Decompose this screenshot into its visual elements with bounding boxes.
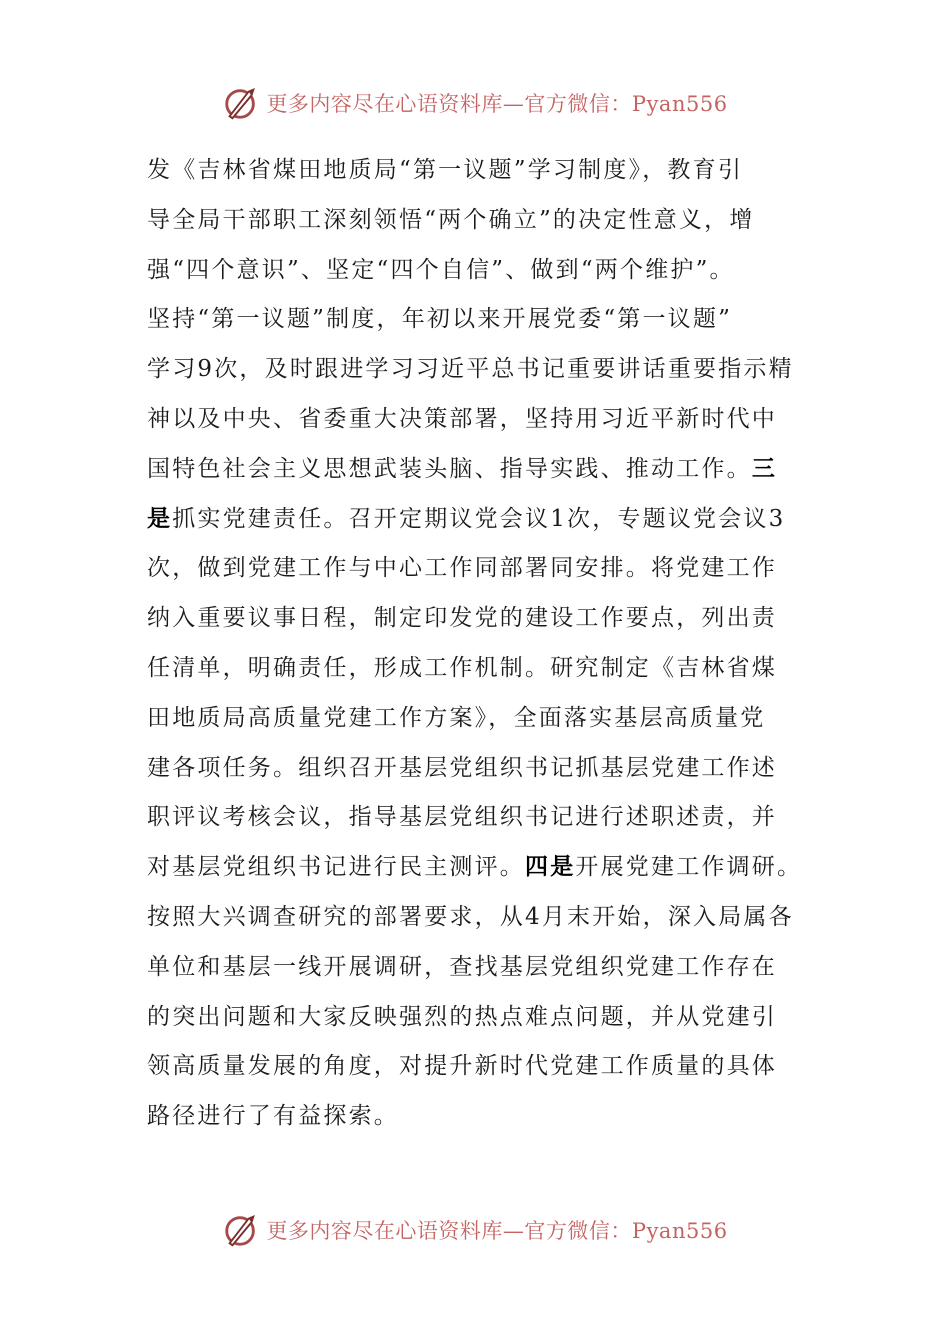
text-line: 建各项任务。组织召开基层党组织书记抓基层党建工作述 (147, 754, 777, 781)
text-line: 任清单，明确责任，形成工作机制。研究制定《吉林省煤 (147, 654, 777, 681)
text-span: 抓实党建责任。召开定期议党会议1次，专题议党会议3 (172, 505, 786, 532)
header-watermark (0, 83, 950, 123)
text-span: 对基层党组织书记进行民主测评。 (147, 854, 525, 881)
text-line: 次，做到党建工作与中心工作同部署同安排。将党建工作 (147, 555, 777, 582)
text-line (147, 843, 812, 893)
document-body (147, 146, 812, 1142)
bold-marker-is: 是 (147, 505, 173, 532)
text-line: 神以及中央、省委重大决策部署，坚持用习近平新时代中 (147, 405, 777, 432)
bold-marker-three: 三 (751, 455, 778, 482)
text-span: 开展党建工作调研。 (575, 854, 803, 881)
footer-watermark-text: 更多内容尽在心语资料库—官方微信：Pyan556 (266, 1219, 728, 1243)
text-line (147, 445, 812, 495)
text-line: 坚持“第一议题”制度，年初以来开展党委“第一议题” (147, 306, 733, 333)
text-span: 国特色社会主义思想武装头脑、指导实践、推动工作。 (147, 455, 752, 482)
text-line (147, 495, 812, 545)
text-line: 职评议考核会议，指导基层党组织书记进行述职述责，并 (147, 804, 777, 831)
text-line: 路径进行了有益探索。 (147, 1103, 399, 1130)
text-line: 发《吉林省煤田地质局“第一议题”学习制度》，教育引 (147, 157, 744, 183)
text-line: 纳入重要议事日程，制定印发党的建设工作要点，列出责 (147, 605, 777, 632)
header-watermark-text: 更多内容尽在心语资料库—官方微信：Pyan556 (266, 92, 728, 116)
text-line: 田地质局高质量党建工作方案》，全面落实基层高质量党 (147, 704, 766, 731)
text-line: 学习9次，及时跟进学习习近平总书记重要讲话重要指示精 (147, 356, 794, 383)
footer-watermark (0, 1210, 950, 1250)
bold-marker-four-is: 四是 (525, 854, 576, 881)
text-line: 按照大兴调查研究的部署要求，从4月末开始，深入局属各 (147, 903, 794, 930)
pen-circle-logo-icon (222, 1211, 260, 1249)
text-line: 强“四个意识”、坚定“四个自信”、做到“两个维护”。 (147, 256, 735, 283)
text-line: 单位和基层一线开展调研，查找基层党组织党建工作存在 (147, 953, 777, 980)
text-line: 导全局干部职工深刻领悟“两个确立”的决定性意义，增 (147, 206, 755, 233)
pen-circle-logo-icon (222, 84, 260, 122)
text-line: 的突出问题和大家反映强烈的热点难点问题，并从党建引 (147, 1003, 777, 1030)
text-line: 领高质量发展的角度，对提升新时代党建工作质量的具体 (147, 1053, 777, 1080)
